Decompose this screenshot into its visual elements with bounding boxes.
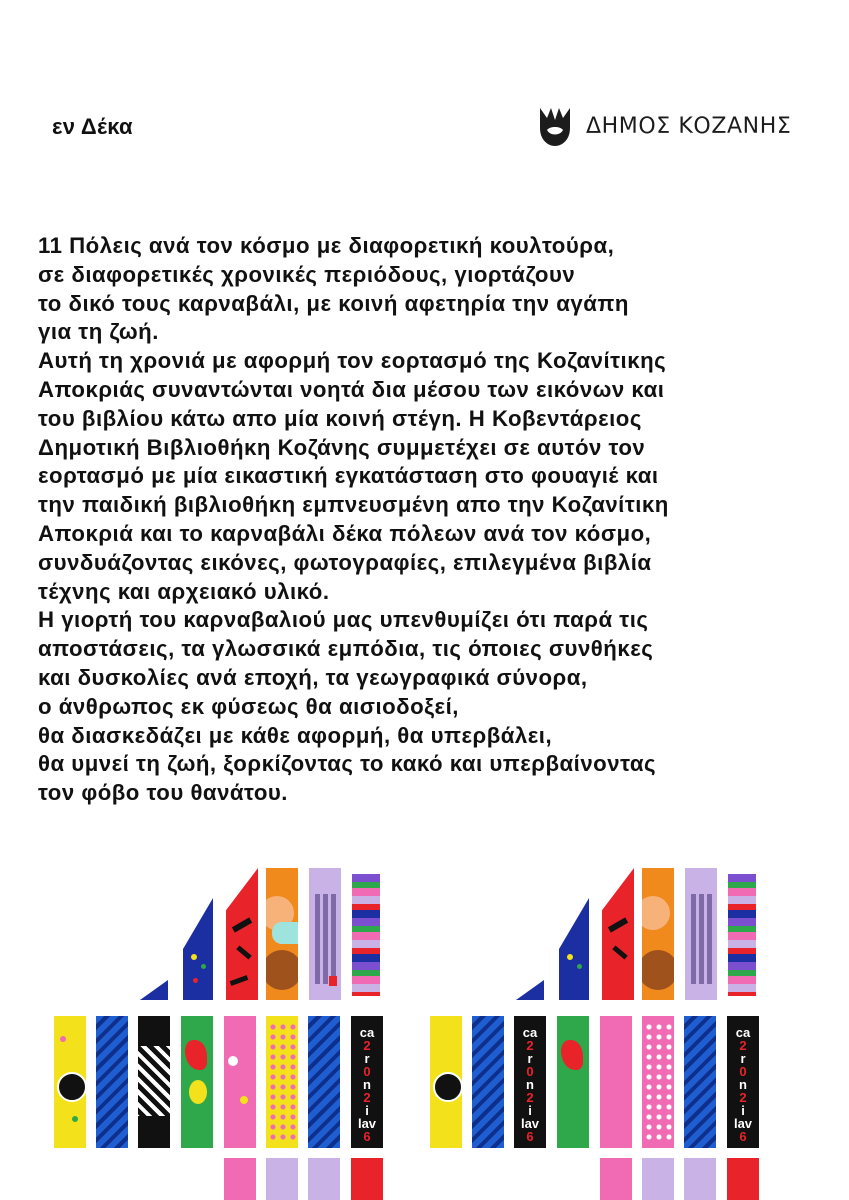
body-line: θα υμνεί τη ζωή, ξορκίζοντας το κακό και υπερβαίνοντας xyxy=(38,751,657,777)
poster-strip xyxy=(600,1016,632,1148)
poster-char: r xyxy=(364,1051,370,1066)
poster-strip xyxy=(726,868,758,1000)
poster-char: ca xyxy=(522,1025,538,1040)
logo-text: ΔΗΜΟΣ ΚΟΖΑΝΗΣ xyxy=(586,113,792,139)
body-line: εορτασμό με μία εικαστική εγκατάσταση στο φουαγιέ και xyxy=(38,463,659,489)
body-line: θα διασκεδάζει με κάθε αφορμή, θα υπερβάλει, xyxy=(38,722,553,748)
poster-strip xyxy=(181,1016,213,1148)
poster-strip xyxy=(351,1158,383,1200)
poster-char: n xyxy=(739,1077,747,1092)
poster-strip xyxy=(642,868,674,1000)
body-line: τον φόβο του θανάτου. xyxy=(38,780,288,806)
poster-strip xyxy=(351,1016,383,1148)
body-line: αποστάσεις, τα γλωσσικά εμπόδια, τις όποιες συνθήκες xyxy=(38,636,654,662)
body-line: Δημοτική Βιβλιοθήκη Κοζάνης συμμετέχει σε αυτόν τον xyxy=(38,434,646,460)
body-line: για τη ζωή. xyxy=(38,319,159,345)
poster-char: 0 xyxy=(526,1064,534,1079)
header-title: εν Δέκα xyxy=(52,114,133,139)
poster-char: 6 xyxy=(739,1129,747,1144)
body-line: 11 Πόλεις ανά τον κόσμο με διαφορετική κουλτούρα, xyxy=(38,233,615,258)
poster-strip xyxy=(226,868,258,1000)
poster-char: lav xyxy=(733,1116,753,1131)
poster-strip xyxy=(266,1158,298,1200)
poster-strip xyxy=(685,868,717,1000)
poster-char: n xyxy=(526,1077,534,1092)
body-line: Αποκριά και το καρναβάλι δέκα πόλεων ανά τον κόσμο, xyxy=(38,520,652,546)
poster-strip xyxy=(602,868,634,1000)
poster-strip xyxy=(308,1016,340,1148)
body-line: Αυτή τη χρονιά με αφορμή τον εορτασμό της Κοζανίτικης xyxy=(38,348,667,374)
poster-strip xyxy=(684,1158,716,1200)
poster-strip xyxy=(557,1016,589,1148)
body-line: του βιβλίου κάτω απο μία κοινή στέγη. Η Κοβεντάρειος xyxy=(38,405,642,431)
poster-strip xyxy=(727,1158,759,1200)
poster-char: 2 xyxy=(363,1090,371,1105)
poster-strip xyxy=(96,1016,128,1148)
poster-char: ca xyxy=(735,1025,751,1040)
poster-strip xyxy=(514,1016,546,1148)
poster-strip xyxy=(308,1158,340,1200)
poster-strip xyxy=(140,980,168,1000)
poster-strip xyxy=(684,1016,716,1148)
poster-strip xyxy=(727,1016,759,1148)
poster-char: 2 xyxy=(739,1090,747,1105)
body-line: σε διαφορετικές χρονικές περιόδους, γιορτάζουν xyxy=(38,261,576,287)
poster-strip xyxy=(54,1016,86,1148)
poster-strip xyxy=(600,1158,632,1200)
poster-char: 2 xyxy=(526,1038,534,1053)
poster-strip xyxy=(516,980,544,1000)
poster-installation-right xyxy=(424,858,764,1200)
poster-strip xyxy=(183,898,213,1000)
poster-strip xyxy=(224,1016,256,1148)
poster-strip xyxy=(559,898,589,1000)
poster-strip xyxy=(472,1016,504,1148)
poster-strip xyxy=(350,868,382,1000)
poster-strip xyxy=(642,1158,674,1200)
poster-char: 2 xyxy=(526,1090,534,1105)
poster-char: n xyxy=(363,1077,371,1092)
poster-char: i xyxy=(528,1103,532,1118)
poster-strip xyxy=(224,1158,256,1200)
body-line: συνδυάζοντας εικόνες, φωτογραφίες, επιλεγμένα βιβλία xyxy=(38,549,652,575)
body-line: το δικό τους καρναβάλι, με κοινή αφετηρία την αγάπη xyxy=(38,290,629,316)
body-line: ο άνθρωπος εκ φύσεως θα αισιοδοξεί, xyxy=(38,693,459,719)
poster-strip xyxy=(138,1016,170,1148)
poster-char: i xyxy=(365,1103,369,1118)
poster-char: r xyxy=(740,1051,746,1066)
poster-strip xyxy=(266,868,298,1000)
poster-char: lav xyxy=(520,1116,540,1131)
poster-strip xyxy=(266,1016,298,1148)
poster-char: 0 xyxy=(363,1064,371,1079)
poster-char: ca xyxy=(359,1025,375,1040)
poster-strip xyxy=(309,868,341,1000)
poster-installation-left xyxy=(48,858,388,1200)
poster-char: r xyxy=(527,1051,533,1066)
municipality-logo xyxy=(538,104,791,148)
body-line: τέχνης και αρχειακό υλικό. xyxy=(38,578,330,604)
poster-strip xyxy=(430,1016,462,1148)
municipality-logo-icon xyxy=(538,104,572,148)
body-line: Η γιορτή του καρναβαλιού μας υπενθυμίζει ότι παρά τις xyxy=(38,607,649,633)
body-line: την παιδική βιβλιοθήκη εμπνευσμένη απο την Κοζανίτικη xyxy=(38,492,669,518)
body-line: Αποκριάς συναντώνται νοητά δια μέσου των εικόνων και xyxy=(38,376,665,402)
poster-strip xyxy=(642,1016,674,1148)
poster-char: 2 xyxy=(363,1038,371,1053)
body-line: και δυσκολίες ανά εποχή, τα γεωγραφικά σύνορα, xyxy=(38,664,588,690)
poster-char: 2 xyxy=(739,1038,747,1053)
poster-char: 0 xyxy=(739,1064,747,1079)
poster-char: 6 xyxy=(363,1129,371,1144)
poster-char: lav xyxy=(357,1116,377,1131)
poster-char: i xyxy=(741,1103,745,1118)
body-text xyxy=(38,232,828,808)
poster-char: 6 xyxy=(526,1129,534,1144)
